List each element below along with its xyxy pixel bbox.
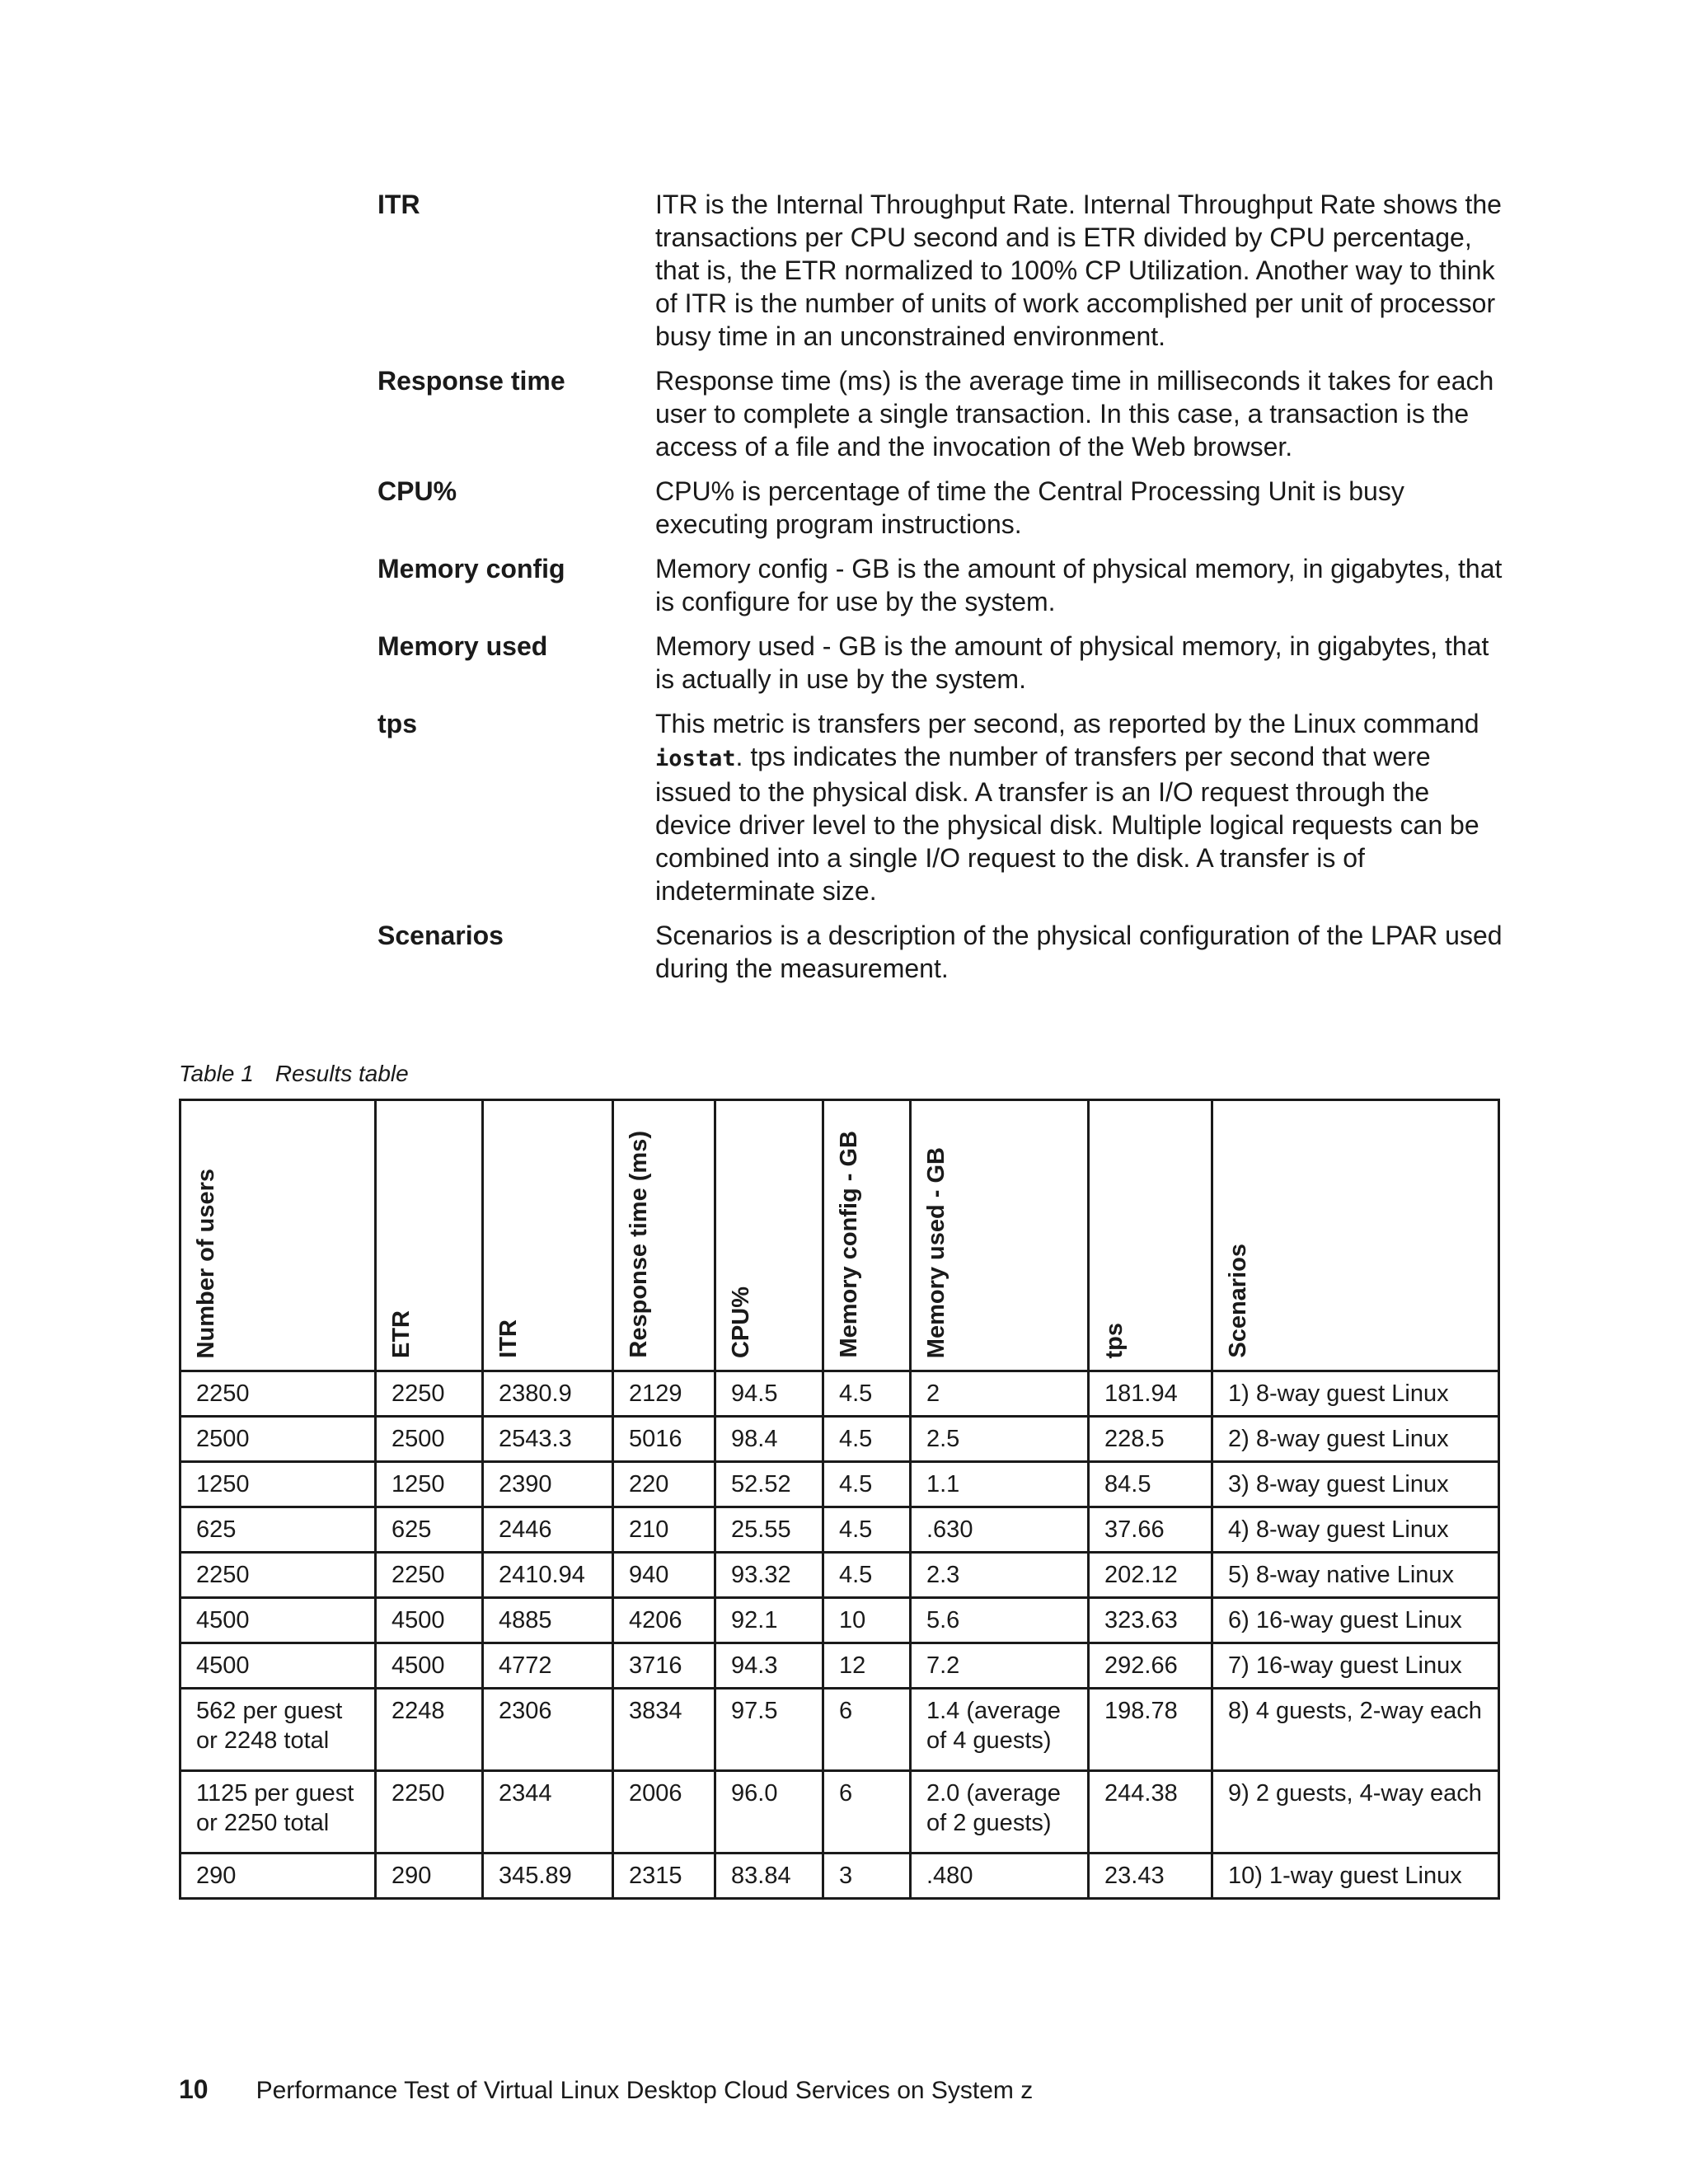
table-cell: 2) 8-way guest Linux [1212, 1417, 1499, 1462]
table-cell: 6) 16-way guest Linux [1212, 1598, 1499, 1643]
column-header [911, 1100, 1089, 1371]
table-cell: 10) 1-way guest Linux [1212, 1854, 1499, 1899]
definition-term: Memory used [377, 631, 548, 661]
column-header-label: ITR [495, 1319, 522, 1358]
table-caption-number: Table 1 [179, 1061, 254, 1086]
table-cell: 2500 [376, 1417, 483, 1462]
table-cell: 2380.9 [483, 1371, 613, 1417]
table-cell: 1) 8-way guest Linux [1212, 1371, 1499, 1417]
table-cell: 1250 [376, 1462, 483, 1507]
table-cell: 94.3 [715, 1643, 823, 1689]
column-header-label: CPU% [728, 1286, 754, 1358]
table-cell: 2344 [483, 1771, 613, 1854]
table-cell: 4.5 [823, 1462, 911, 1507]
table-cell: 4772 [483, 1643, 613, 1689]
table-cell: 2250 [376, 1771, 483, 1854]
table-cell: 4.5 [823, 1507, 911, 1553]
definition-list [377, 188, 1515, 996]
table-cell: 2.0 (average of 2 guests) [911, 1771, 1089, 1854]
definition-text: CPU% is percentage of time the Central Processing Unit is busy executing program instructions. [655, 476, 1404, 539]
definition-text: Memory config - GB is the amount of physical memory, in gigabytes, that is configure for use by the system. [655, 554, 1503, 616]
column-header-label: Response time (ms) [626, 1131, 652, 1358]
definition-text: Response time (ms) is the average time in milliseconds it takes for each user to complete a single transaction. In this case, a transaction is the access of a file and the invocation of the Web browser. [655, 366, 1494, 462]
table-cell: 940 [613, 1553, 715, 1598]
table-cell: 5.6 [911, 1598, 1089, 1643]
table-cell: 6 [823, 1689, 911, 1771]
table-row [181, 1643, 1499, 1689]
column-header [483, 1100, 613, 1371]
table-cell: 83.84 [715, 1854, 823, 1899]
table-cell: 202.12 [1089, 1553, 1212, 1598]
column-header [613, 1100, 715, 1371]
table-cell: 290 [376, 1854, 483, 1899]
table-cell: 4206 [613, 1598, 715, 1643]
column-header [1212, 1100, 1499, 1371]
column-header-label: Memory config - GB [836, 1131, 862, 1358]
column-header [823, 1100, 911, 1371]
table-cell: 2248 [376, 1689, 483, 1771]
page-footer [179, 2074, 1033, 2105]
table-row [181, 1553, 1499, 1598]
column-header [715, 1100, 823, 1371]
table-cell: 3834 [613, 1689, 715, 1771]
column-header [376, 1100, 483, 1371]
table-cell: 4) 8-way guest Linux [1212, 1507, 1499, 1553]
definition-text: Memory used - GB is the amount of physical memory, in gigabytes, that is actually in use by the system. [655, 631, 1489, 694]
table-cell: 4885 [483, 1598, 613, 1643]
table-cell: 2250 [376, 1371, 483, 1417]
definition-memory-config [377, 552, 1515, 618]
column-header [1089, 1100, 1212, 1371]
table-row [181, 1771, 1499, 1854]
table-cell: 2446 [483, 1507, 613, 1553]
table-cell: 5016 [613, 1417, 715, 1462]
table-row [181, 1689, 1499, 1771]
table-cell: 8) 4 guests, 2-way each [1212, 1689, 1499, 1771]
table-caption [179, 1061, 409, 1087]
table-cell: 181.94 [1089, 1371, 1212, 1417]
table-cell: 93.32 [715, 1553, 823, 1598]
table-cell: 25.55 [715, 1507, 823, 1553]
table-cell: 3) 8-way guest Linux [1212, 1462, 1499, 1507]
definition-term: ITR [377, 190, 420, 219]
definition-cpu [377, 475, 1515, 541]
definition-term: Response time [377, 366, 565, 396]
definition-memory-used [377, 630, 1515, 696]
definition-term: Scenarios [377, 921, 504, 950]
column-header-label: ETR [388, 1310, 415, 1358]
table-header-row [181, 1100, 1499, 1371]
table-cell: .630 [911, 1507, 1089, 1553]
command-code: iostat [655, 746, 736, 771]
table-cell: 2250 [376, 1553, 483, 1598]
table-cell: 4.5 [823, 1371, 911, 1417]
table-cell: 1125 per guest or 2250 total [181, 1771, 376, 1854]
definition-text: Scenarios is a description of the physical configuration of the LPAR used during the measurement. [655, 921, 1503, 983]
table-row [181, 1854, 1499, 1899]
table-cell: 9) 2 guests, 4-way each [1212, 1771, 1499, 1854]
table-cell: 323.63 [1089, 1598, 1212, 1643]
table-cell: 625 [181, 1507, 376, 1553]
table-cell: 52.52 [715, 1462, 823, 1507]
definition-term: CPU% [377, 476, 457, 506]
table-cell: 4.5 [823, 1417, 911, 1462]
footer-title: Performance Test of Virtual Linux Desktop Cloud Services on System z [256, 2077, 1034, 2104]
table-cell: 1250 [181, 1462, 376, 1507]
results-table [179, 1099, 1500, 1900]
table-row [181, 1417, 1499, 1462]
table-cell: 562 per guest or 2248 total [181, 1689, 376, 1771]
definition-text: ITR is the Internal Throughput Rate. Internal Throughput Rate shows the transactions per CPU second and is ETR divided by CPU percentage, that is, the ETR normalized to 100% CP Utilization. Another way to think of ITR is the number of units of work accomplished per unit of processor busy time in an unconstrained environment. [655, 190, 1502, 351]
table-cell: 4500 [181, 1598, 376, 1643]
column-header-label: Number of users [193, 1168, 219, 1358]
definition-text-pre: This metric is transfers per second, as reported by the Linux command [655, 709, 1479, 738]
table-cell: 10 [823, 1598, 911, 1643]
table-cell: 7.2 [911, 1643, 1089, 1689]
page-number: 10 [179, 2074, 209, 2104]
table-cell: 96.0 [715, 1771, 823, 1854]
definition-itr [377, 188, 1515, 353]
definition-term: tps [377, 709, 417, 738]
table-cell: 1.4 (average of 4 guests) [911, 1689, 1089, 1771]
table-cell: 2129 [613, 1371, 715, 1417]
definition-tps [377, 707, 1515, 907]
column-header [181, 1100, 376, 1371]
table-cell: 345.89 [483, 1854, 613, 1899]
column-header-label: Scenarios [1225, 1244, 1251, 1358]
table-cell: 6 [823, 1771, 911, 1854]
table-cell: 2 [911, 1371, 1089, 1417]
table-row [181, 1507, 1499, 1553]
table-cell: 4500 [181, 1643, 376, 1689]
table-cell: 97.5 [715, 1689, 823, 1771]
table-cell: 2543.3 [483, 1417, 613, 1462]
table-cell: 2006 [613, 1771, 715, 1854]
table-row [181, 1598, 1499, 1643]
table-cell: 92.1 [715, 1598, 823, 1643]
table-cell: 2250 [181, 1553, 376, 1598]
table-caption-title: Results table [274, 1061, 409, 1086]
table-cell: 2.3 [911, 1553, 1089, 1598]
table-cell: 3716 [613, 1643, 715, 1689]
table-cell: 23.43 [1089, 1854, 1212, 1899]
table-cell: 3 [823, 1854, 911, 1899]
table-cell: 2250 [181, 1371, 376, 1417]
table-cell: .480 [911, 1854, 1089, 1899]
table-cell: 220 [613, 1462, 715, 1507]
table-cell: 84.5 [1089, 1462, 1212, 1507]
table-cell: 198.78 [1089, 1689, 1212, 1771]
table-cell: 5) 8-way native Linux [1212, 1553, 1499, 1598]
column-header-label: Memory used - GB [923, 1146, 950, 1358]
table-cell: 2390 [483, 1462, 613, 1507]
table-row [181, 1371, 1499, 1417]
table-cell: 1.1 [911, 1462, 1089, 1507]
table-cell: 2306 [483, 1689, 613, 1771]
definition-term: Memory config [377, 554, 565, 583]
definition-text [655, 707, 1512, 907]
table-cell: 290 [181, 1854, 376, 1899]
table-cell: 228.5 [1089, 1417, 1212, 1462]
table-cell: 98.4 [715, 1417, 823, 1462]
table-cell: 210 [613, 1507, 715, 1553]
table-cell: 2410.94 [483, 1553, 613, 1598]
definition-scenarios [377, 919, 1515, 985]
table-cell: 2.5 [911, 1417, 1089, 1462]
table-cell: 4500 [376, 1598, 483, 1643]
table-cell: 244.38 [1089, 1771, 1212, 1854]
table-cell: 292.66 [1089, 1643, 1212, 1689]
table-cell: 4.5 [823, 1553, 911, 1598]
definition-response-time [377, 364, 1515, 463]
table-cell: 7) 16-way guest Linux [1212, 1643, 1499, 1689]
table-row [181, 1462, 1499, 1507]
table-cell: 2500 [181, 1417, 376, 1462]
column-header-label: tps [1101, 1322, 1128, 1358]
table-cell: 94.5 [715, 1371, 823, 1417]
table-cell: 12 [823, 1643, 911, 1689]
table-cell: 4500 [376, 1643, 483, 1689]
table-cell: 625 [376, 1507, 483, 1553]
table-cell: 2315 [613, 1854, 715, 1899]
table-cell: 37.66 [1089, 1507, 1212, 1553]
definition-text-post: . tps indicates the number of transfers per second that were issued to the physical disk. A transfer is an I/O request through the device driver level to the physical disk. Multiple logical requests can be combined into a single I/O request to the disk. A transfer is of indeterminate size. [655, 742, 1479, 906]
